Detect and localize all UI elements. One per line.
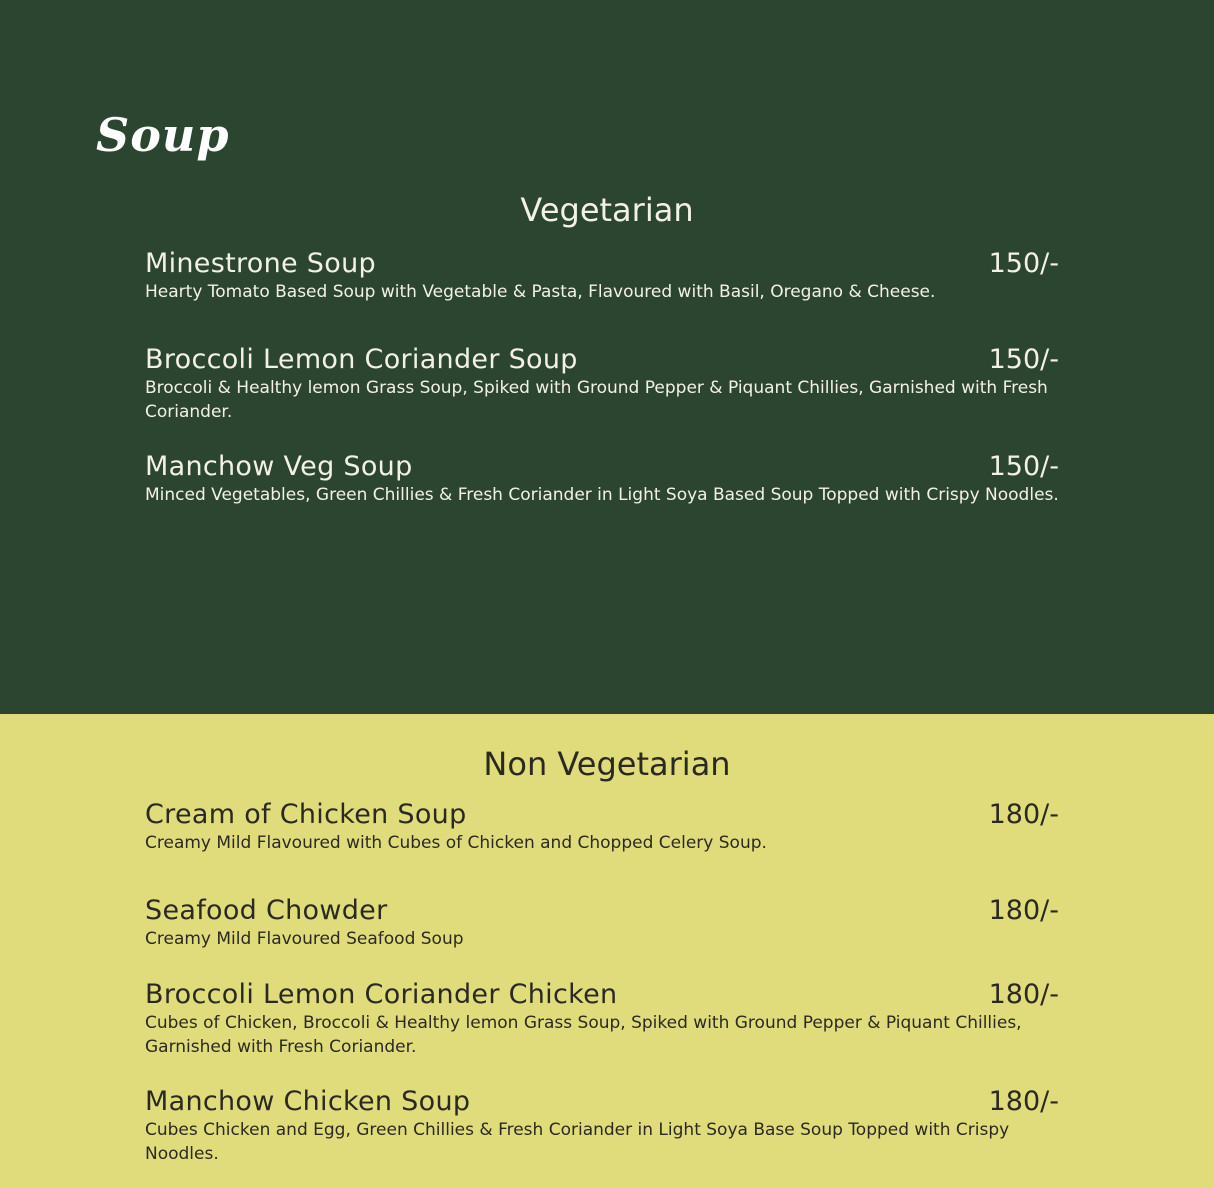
- menu-item: [145, 344, 1065, 424]
- menu-item-name: Cream of Chicken Soup: [145, 799, 467, 830]
- menu-item-price: 180/-: [988, 1086, 1059, 1117]
- menu-item-header: [145, 344, 1065, 376]
- menu-item-description: Cubes Chicken and Egg, Green Chillies & Fresh Coriander in Light Soya Base Soup Topped with Crispy Noodles.: [145, 1120, 1010, 1164]
- menu-item: [145, 248, 1065, 304]
- menu-item-description: Minced Vegetables, Green Chillies & Fresh Coriander in Light Soya Based Soup Topped with Crispy Noodles.: [145, 485, 1059, 505]
- menu-item-price: 150/-: [988, 451, 1059, 482]
- menu-item-description: Creamy Mild Flavoured Seafood Soup: [145, 929, 464, 949]
- menu-item-price: 180/-: [988, 979, 1059, 1010]
- menu-item-description: Broccoli & Healthy lemon Grass Soup, Spiked with Ground Pepper & Piquant Chillies, Garnished with Fresh Coriander.: [145, 378, 1048, 422]
- section-title-non-vegetarian: Non Vegetarian: [483, 745, 731, 783]
- menu-item-description: Hearty Tomato Based Soup with Vegetable & Pasta, Flavoured with Basil, Oregano & Cheese.: [145, 282, 936, 302]
- menu-item-header: [145, 895, 1065, 927]
- menu-item-header: [145, 451, 1065, 483]
- menu-item: [145, 895, 1065, 951]
- non-vegetarian-panel: [0, 714, 1214, 1188]
- menu-item-name: Minestrone Soup: [145, 248, 376, 279]
- menu-item: [145, 799, 1065, 855]
- menu-item-name: Manchow Veg Soup: [145, 451, 413, 482]
- menu-item-name: Manchow Chicken Soup: [145, 1086, 471, 1117]
- menu-item-header: [145, 1086, 1065, 1118]
- menu-item-description: Cubes of Chicken, Broccoli & Healthy lemon Grass Soup, Spiked with Ground Pepper & Piquant Chillies, Garnished with Fresh Coriander.: [145, 1013, 1022, 1057]
- menu-item-name: Broccoli Lemon Coriander Chicken: [145, 979, 618, 1010]
- menu-item-price: 180/-: [988, 895, 1059, 926]
- menu-item-name: Seafood Chowder: [145, 895, 388, 926]
- menu-item-name: Broccoli Lemon Coriander Soup: [145, 344, 578, 375]
- menu-item: [145, 979, 1065, 1059]
- menu-item: [145, 1086, 1065, 1166]
- menu-item-price: 180/-: [988, 799, 1059, 830]
- page-title: Soup: [96, 108, 230, 162]
- menu-item-header: [145, 799, 1065, 831]
- menu-item-price: 150/-: [988, 248, 1059, 279]
- menu-item-price: 150/-: [988, 344, 1059, 375]
- menu-item-header: [145, 979, 1065, 1011]
- menu-item-description: Creamy Mild Flavoured with Cubes of Chicken and Chopped Celery Soup.: [145, 833, 767, 853]
- menu-item-header: [145, 248, 1065, 280]
- menu-item: [145, 451, 1065, 507]
- section-title-vegetarian: Vegetarian: [520, 191, 694, 229]
